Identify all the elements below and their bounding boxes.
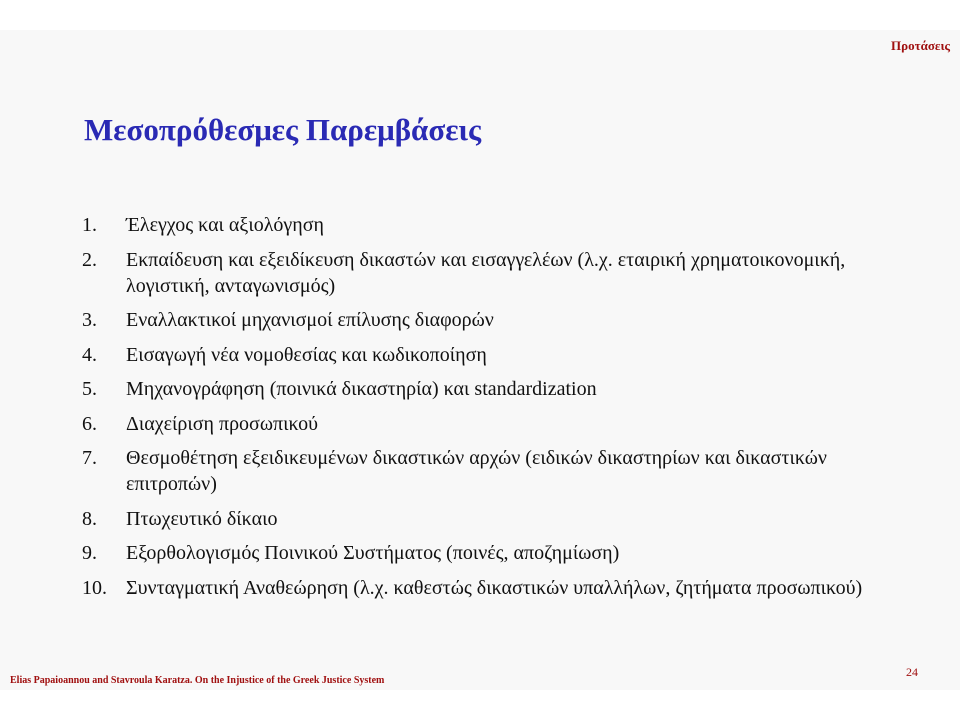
page-number: 24	[906, 665, 918, 679]
slide-title: Μεσοπρόθεσμες Παρεμβάσεις	[84, 112, 482, 147]
footer-credit: Elias Papaioannou and Stavroula Karatza. On the Injustice of the Greek Justice System	[10, 675, 385, 686]
item-number: 8.	[82, 507, 97, 530]
item-number: 1.	[82, 214, 97, 236]
item-text: Εναλλακτικοί μηχανισμοί επίλυσης διαφορών	[126, 309, 494, 331]
item-text: Θεσμοθέτηση εξειδικευμένων δικαστικών αρχών (ειδικών δικαστηρίων και δικαστικών επιτροπών)	[126, 447, 827, 495]
list-item	[82, 247, 912, 299]
item-text: Πτωχευτικό δίκαιο	[126, 507, 278, 530]
list-item	[82, 342, 912, 368]
item-number: 7.	[82, 447, 97, 469]
proposal-list	[82, 212, 912, 609]
item-text: Εισαγωγή νέα νομοθεσίας και κωδικοποίηση	[126, 343, 487, 366]
item-number: 6.	[82, 412, 97, 435]
item-text: Εκπαίδευση και εξειδίκευση δικαστών και εισαγγελέων (λ.χ. εταιρική χρηματοικονομική, λογιστική, ανταγωνισμός)	[126, 248, 846, 297]
slide	[0, 30, 960, 690]
list-item	[82, 540, 912, 566]
list-item	[82, 506, 912, 532]
list-item	[82, 411, 912, 437]
section-label: Προτάσεις	[891, 38, 950, 53]
list-item	[82, 376, 912, 402]
item-text: Έλεγχος και αξιολόγηση	[126, 214, 324, 236]
item-text: Διαχείριση προσωπικού	[126, 412, 319, 435]
item-number: 5.	[82, 378, 97, 400]
item-number: 2.	[82, 248, 97, 271]
item-number: 4.	[82, 343, 97, 366]
item-text: Εξορθολογισμός Ποινικού Συστήματος (ποινές, αποζημίωση)	[126, 542, 620, 564]
item-number: 3.	[82, 309, 97, 331]
list-item	[82, 307, 912, 333]
item-text: Συνταγματική Αναθεώρηση (λ.χ. καθεστώς δικαστικών υπαλλήλων, ζητήματα προσωπικού)	[126, 576, 863, 599]
item-number: 10.	[82, 576, 107, 599]
list-item	[82, 575, 912, 601]
list-item	[82, 212, 912, 238]
list-item	[82, 445, 912, 497]
item-text: Μηχανογράφηση (ποινικά δικαστηρία) και standardization	[126, 378, 597, 400]
item-number: 9.	[82, 542, 97, 564]
